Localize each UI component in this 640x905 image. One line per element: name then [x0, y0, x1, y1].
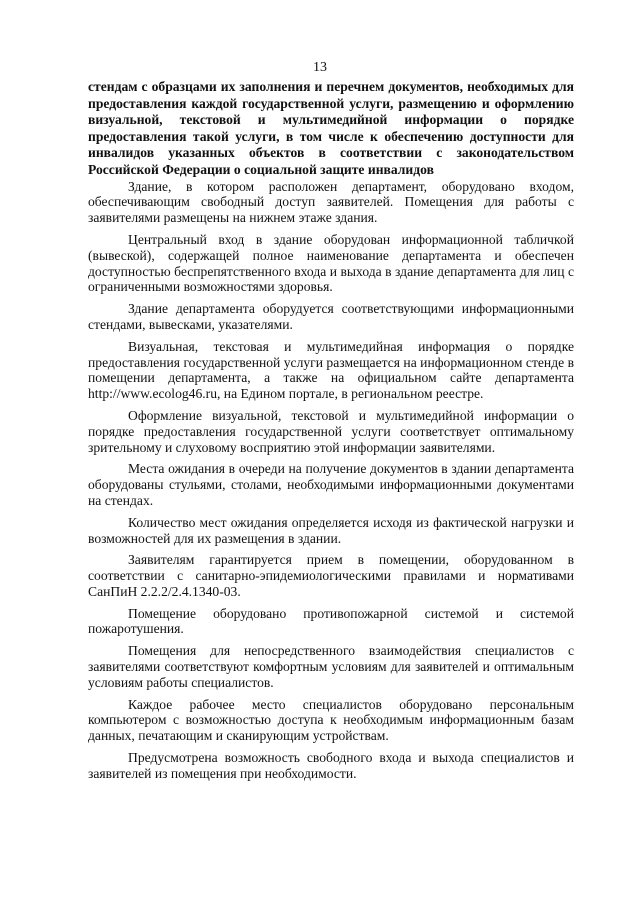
- paragraph-info-design: Оформление визуальной, текстовой и мультимедийной информации о порядке предоставления государственной услуги соответствует оптимальному зрительному и слуховому восприятию этой информации заявителями.: [88, 407, 574, 455]
- paragraph-free-exit: Предусмотрена возможность свободного входа и выхода специалистов и заявителей из помещения при необходимости.: [88, 750, 574, 781]
- body-text: [88, 79, 574, 788]
- section-heading: стендам с образцами их заполнения и перечнем документов, необходимых для предоставления каждой государственной услуги, размещению и оформлению визуальной, текстовой и мультимедийной информации о порядке предоставления такой услуги, в том числе к обеспечению доступности для инвалидов указанных объектов в соответствии с законодательством Российской Федерации о социальной защите инвалидов: [88, 79, 574, 177]
- paragraph-sanitary-norms: Заявителям гарантируется прием в помещении, оборудованном в соответствии с санитарно-эпидемиологическими правилами и нормативами СанПиН 2.2.2/2.4.1340-03.: [88, 552, 574, 599]
- paragraph-interaction-rooms: Помещения для непосредственного взаимодействия специалистов с заявителями соответствуют комфортным условиям для заявителей и оптимальным условиям работы специалистов.: [88, 643, 574, 690]
- page-number: 13: [313, 60, 327, 75]
- paragraph-waiting-count: Количество мест ожидания определяется исходя из фактической нагрузки и возможностей для их размещения в здании.: [88, 514, 574, 546]
- paragraph-workplace: Каждое рабочее место специалистов оборудовано персональным компьютером с возможностью доступа к необходимым информационным базам данных, печатающим и сканирующим устройствам.: [88, 696, 574, 744]
- paragraph-info-stands: Здание департамента оборудуется соответствующими информационными стендами, вывесками, указателями.: [88, 301, 574, 332]
- paragraph-waiting-places: Места ожидания в очереди на получение документов в здании департамента оборудованы стульями, столами, необходимыми информационными документами на стендах.: [88, 461, 574, 508]
- paragraph-multimedia-info: Визуальная, текстовая и мультимедийная информация о порядке предоставления государственной услуги размещается на информационном стенде в помещении департамента, а также на официальном сайте департамента http://www.ecolog46.ru, на Едином портале, в региональном реестре.: [88, 338, 574, 402]
- paragraph-fire-safety: Помещение оборудовано противопожарной системой и системой пожаротушения.: [88, 605, 574, 637]
- paragraph-central-entrance: Центральный вход в здание оборудован информационной табличкой (вывеской), содержащей полное наименование департамента и обеспечен доступностью беспрепятственного входа и выхода в здание департамента для лиц с ограниченными возможностями здоровья.: [88, 231, 574, 295]
- paragraph-building-entrance: Здание, в котором расположен департамент, оборудовано входом, обеспечивающим свободный доступ заявителей. Помещения для работы с заявителями размещены на нижнем этаже здания.: [88, 178, 574, 226]
